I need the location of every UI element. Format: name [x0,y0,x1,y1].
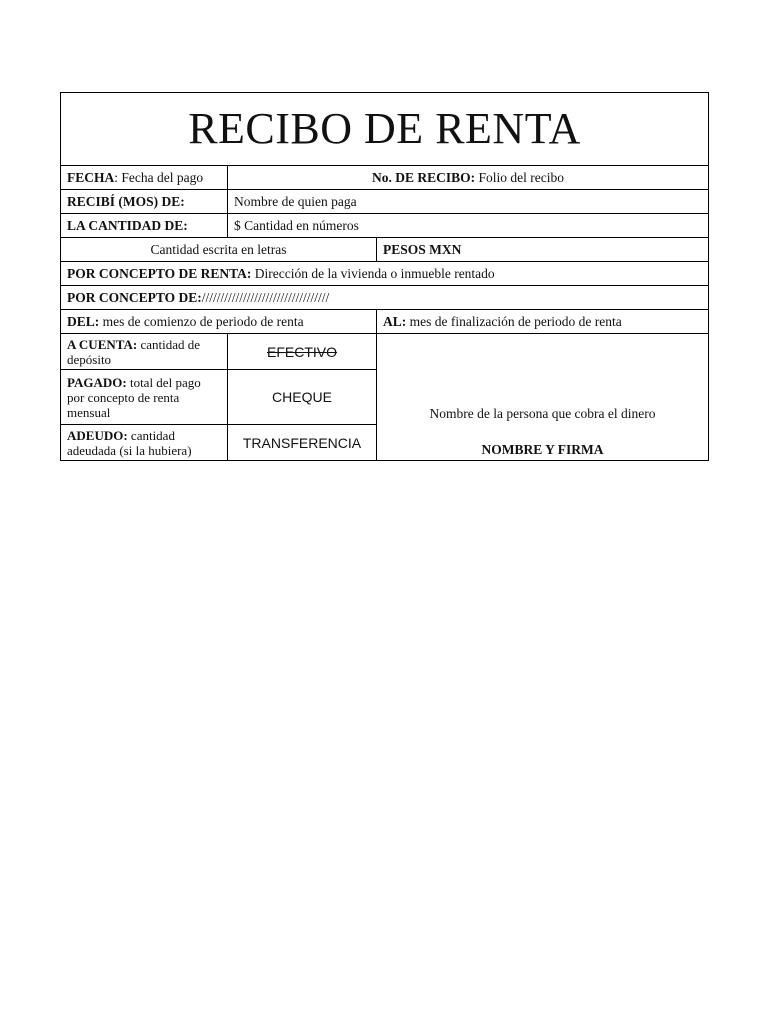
period-start-value: mes de comienzo de periodo de renta [99,313,304,329]
rent-concept-value: Dirección de la vivienda o inmueble rentado [251,265,495,281]
period-end-field [377,310,709,334]
concept-value: ////////////////////////////////// [201,289,330,305]
receipt-number-label: No. DE RECIBO: [372,169,476,185]
debt-label: ADEUDO: [67,427,128,443]
currency-label: PESOS MXN [377,238,709,262]
amount-label: LA CANTIDAD DE: [61,214,228,238]
amount-value: $ Cantidad en números [228,214,709,238]
period-end-label: AL: [383,313,407,329]
date-label: FECHA [67,169,115,185]
payment-method-transfer: TRANSFERENCIA [228,425,377,461]
period-start-field [61,310,377,334]
receipt-title: RECIBO DE RENTA [61,93,709,166]
payment-method-cash: EFECTIVO [228,334,377,370]
deposit-value: cantidad de depósito [67,336,200,367]
date-field [61,166,228,190]
concept-field [61,286,709,310]
deposit-field [61,334,228,370]
signature-area [377,334,709,461]
paid-field [61,370,228,425]
debt-value: cantidad adeudada (si la hubiera) [67,427,192,458]
receipt-number-field [228,166,709,190]
rent-receipt [60,92,709,461]
rent-concept-label: POR CONCEPTO DE RENTA: [67,265,252,281]
collector-name: Nombre de la persona que cobra el dinero [429,406,656,421]
paid-label: PAGADO: [67,374,127,390]
date-value: : Fecha del pago [114,169,204,185]
amount-in-words: Cantidad escrita en letras [61,238,377,262]
debt-field [61,425,228,461]
payment-method-check: CHEQUE [228,370,377,425]
paid-value: total del pago por concepto de renta mensual [67,374,201,420]
deposit-label: A CUENTA: [67,336,138,352]
rent-concept-field [61,262,709,286]
period-start-label: DEL: [67,313,100,329]
signature-label: NOMBRE Y FIRMA [481,442,604,457]
receipt-number-value: Folio del recibo [475,169,565,185]
received-from-value: Nombre de quien paga [228,190,709,214]
period-end-value: mes de finalización de periodo de renta [406,313,622,329]
concept-label: POR CONCEPTO DE: [67,289,202,305]
received-from-label: RECIBÍ (MOS) DE: [61,190,228,214]
